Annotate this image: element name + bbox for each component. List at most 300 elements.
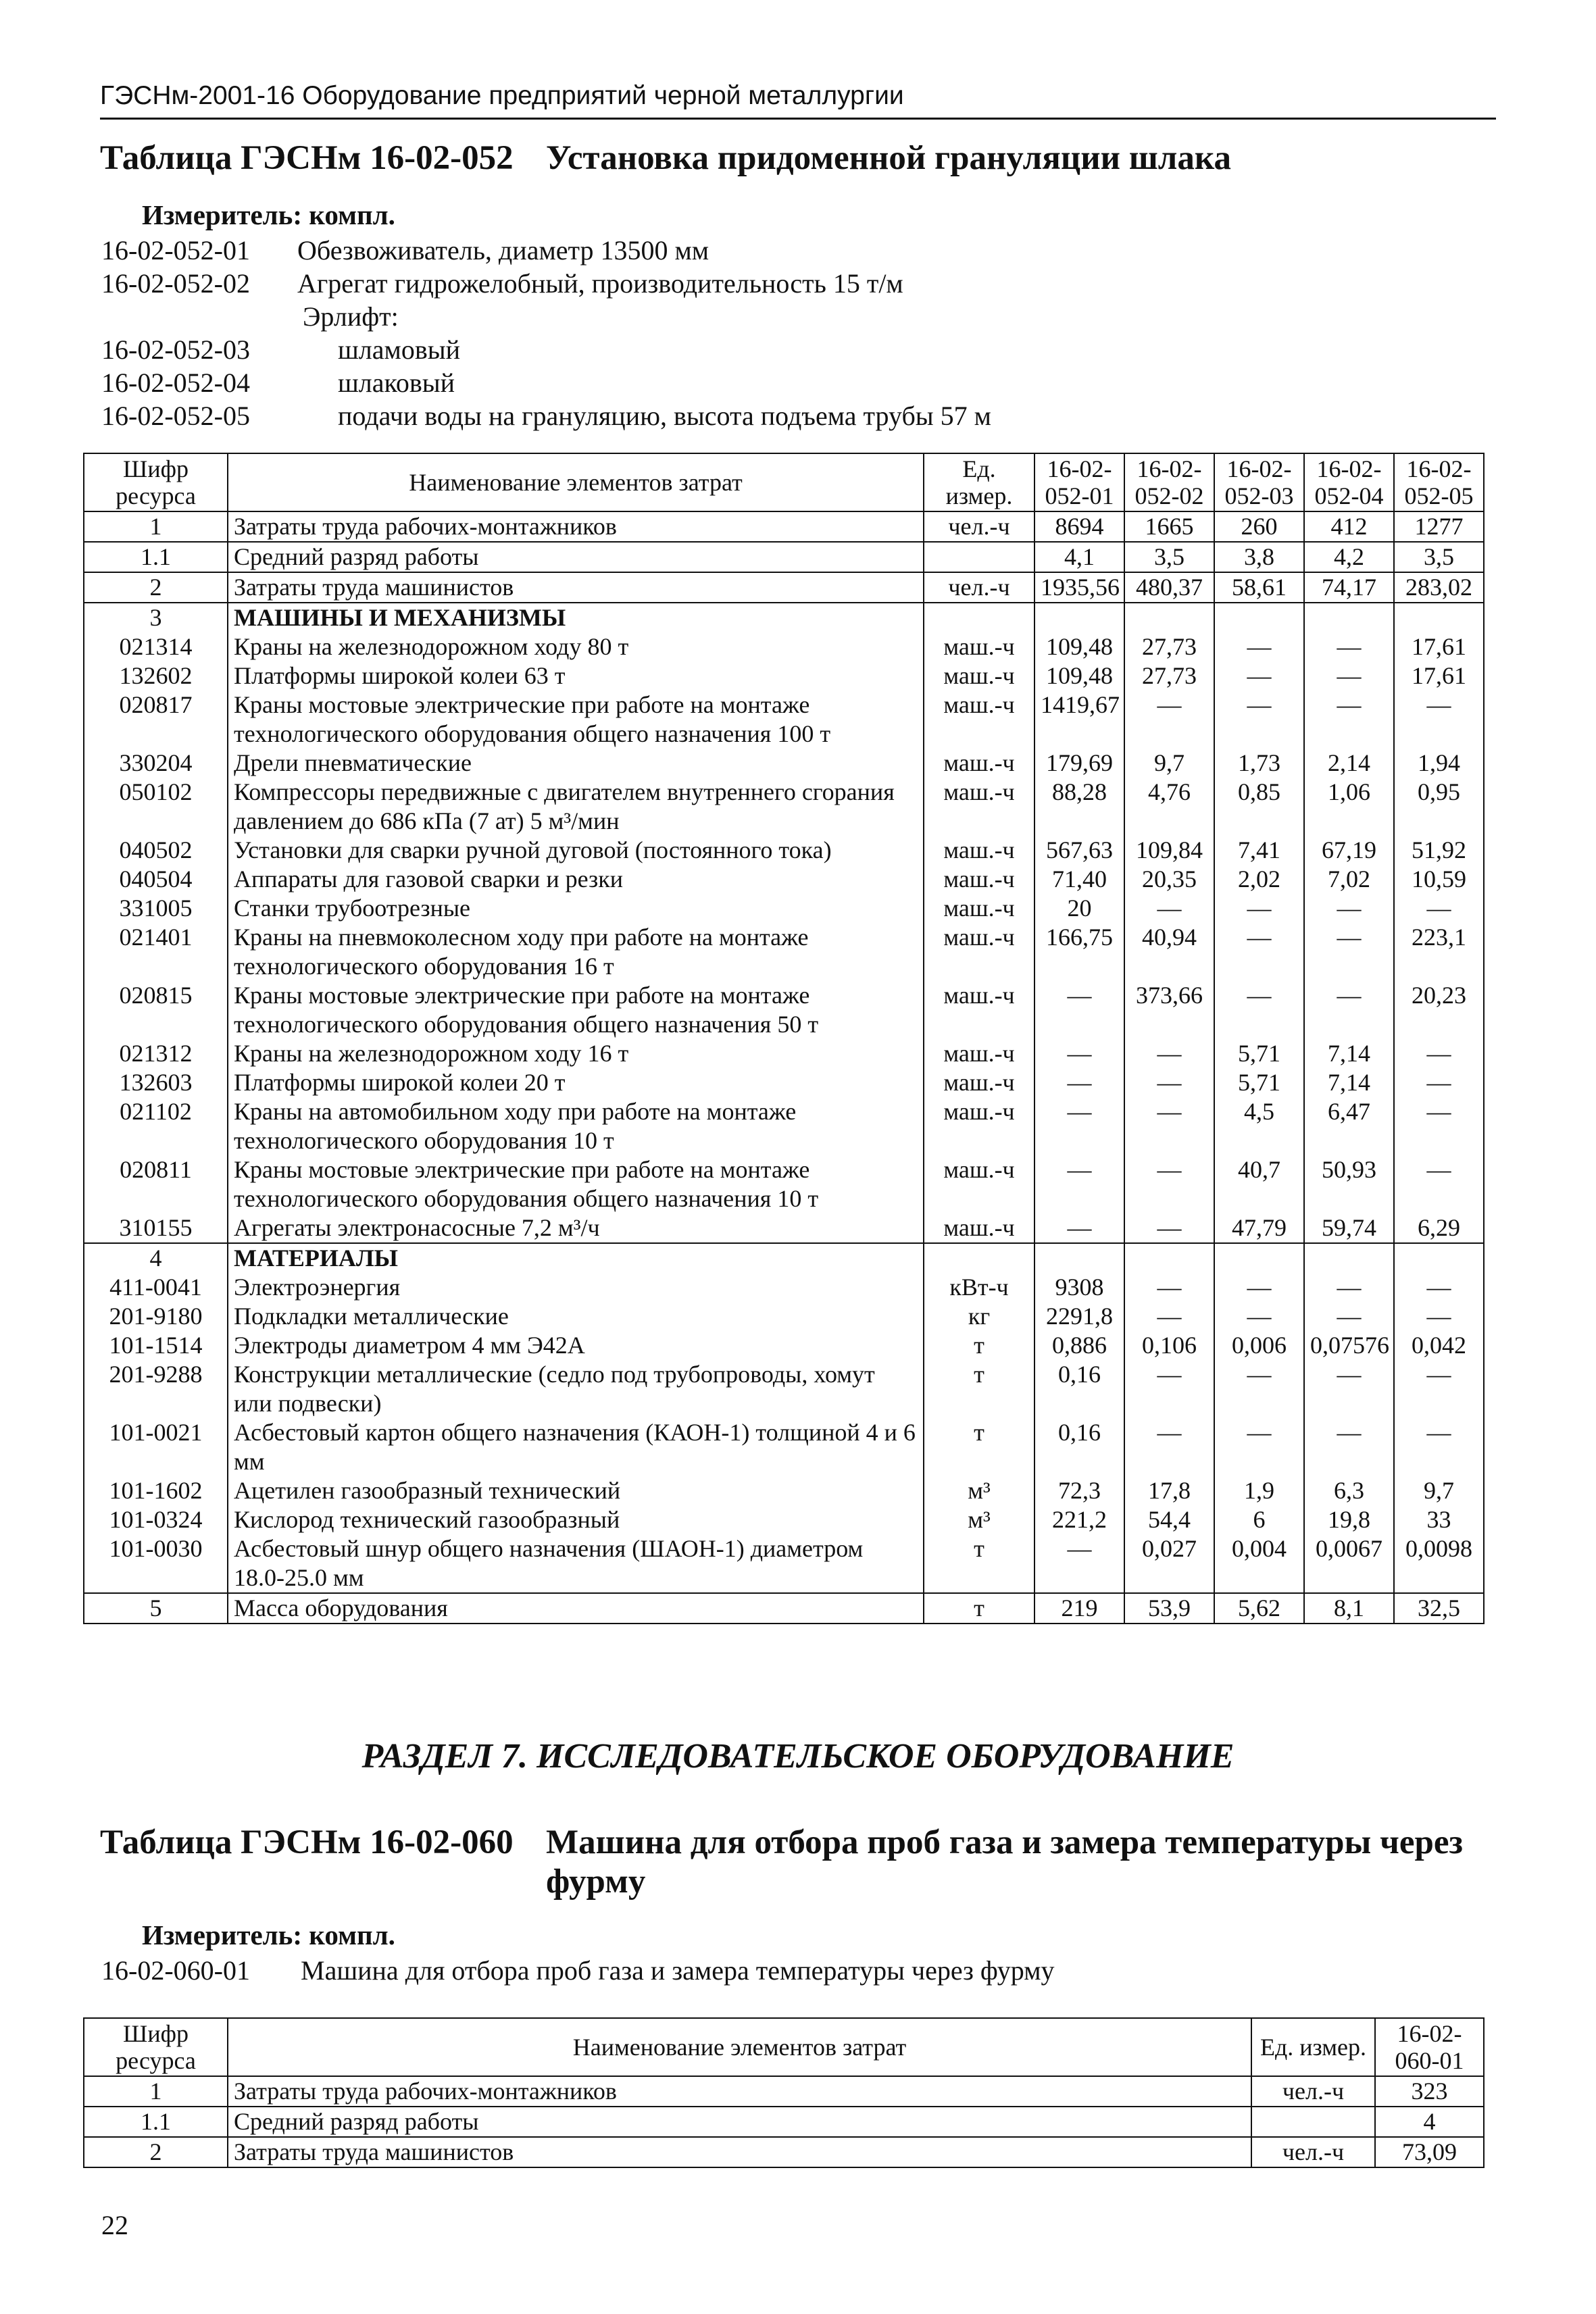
row-unit: маш.-ч	[924, 1039, 1034, 1068]
row-value: 9,7	[1124, 749, 1214, 778]
row-name: Затраты труда рабочих-монтажников	[228, 511, 924, 542]
row-code: 132602	[84, 661, 228, 690]
table-row	[84, 542, 1484, 572]
row-code: 101-0324	[84, 1505, 228, 1534]
row-value: 40,7	[1214, 1155, 1304, 1213]
row-value: 88,28	[1034, 778, 1124, 836]
row-value: 19,8	[1304, 1505, 1394, 1534]
row-value: 71,40	[1034, 865, 1124, 894]
row-value: 6,29	[1394, 1213, 1484, 1243]
row-value: 8,1	[1304, 1593, 1394, 1624]
row-value: —	[1394, 1418, 1484, 1476]
row-value: —	[1394, 1155, 1484, 1213]
header-unit: Ед. измер.	[924, 453, 1034, 511]
row-value: 20,35	[1124, 865, 1214, 894]
row-value: 109,48	[1034, 661, 1124, 690]
row-unit: маш.-ч	[924, 778, 1034, 836]
row-unit: м³	[924, 1505, 1034, 1534]
row-code: 411-0041	[84, 1273, 228, 1302]
item-code: 16-02-052-05	[101, 401, 250, 431]
row-code: 021102	[84, 1097, 228, 1155]
row-code: 5	[84, 1593, 228, 1624]
row-value: 0,16	[1034, 1418, 1124, 1476]
row-value: —	[1124, 894, 1214, 923]
row-value: 17,61	[1394, 632, 1484, 661]
header-col: 16-02-060-01	[1375, 2018, 1484, 2076]
row-value: —	[1214, 894, 1304, 923]
row-unit: маш.-ч	[924, 690, 1034, 749]
row-value: 219	[1034, 1593, 1124, 1624]
row-value: —	[1124, 690, 1214, 749]
row-value: 0,0067	[1304, 1534, 1394, 1593]
row-unit: т	[924, 1534, 1034, 1593]
item-code: 16-02-052-03	[101, 334, 250, 365]
row-code: 021314	[84, 632, 228, 661]
row-name: Станки трубоотрезные	[228, 894, 924, 923]
row-value: 4,2	[1304, 542, 1394, 572]
row-value: 3,5	[1394, 542, 1484, 572]
row-unit: маш.-ч	[924, 1213, 1034, 1243]
row-code: 201-9288	[84, 1360, 228, 1418]
row-value: 4	[1375, 2107, 1484, 2137]
row-code: 021401	[84, 923, 228, 981]
row-code: 4	[84, 1243, 228, 1273]
row-value: 73,09	[1375, 2137, 1484, 2167]
row-name: Ацетилен газообразный технический	[228, 1476, 924, 1505]
row-code: 040504	[84, 865, 228, 894]
row-code: 021312	[84, 1039, 228, 1068]
row-value: 2291,8	[1034, 1302, 1124, 1331]
row-value: 6,47	[1304, 1097, 1394, 1155]
row-value: 0,004	[1214, 1534, 1304, 1593]
row-value: —	[1034, 1534, 1124, 1593]
row-unit: т	[924, 1360, 1034, 1418]
table-row	[84, 1097, 1484, 1155]
row-value: —	[1124, 1213, 1214, 1243]
row-value: 33	[1394, 1505, 1484, 1534]
table1-number: Таблица ГЭСНм 16-02-052	[100, 139, 514, 177]
table-row	[84, 1213, 1484, 1243]
row-value: 412	[1304, 511, 1394, 542]
row-name: Краны на железнодорожном ходу 80 т	[228, 632, 924, 661]
row-value	[1394, 603, 1484, 632]
row-value: —	[1034, 1068, 1124, 1097]
row-value	[1124, 1243, 1214, 1273]
item-code: 16-02-052-01	[101, 235, 250, 266]
row-code: 2	[84, 572, 228, 603]
row-value: 4,5	[1214, 1097, 1304, 1155]
row-value: —	[1124, 1273, 1214, 1302]
row-value: —	[1214, 1418, 1304, 1476]
row-name: Средний разряд работы	[228, 542, 924, 572]
header-col: 16-02-052-01	[1034, 453, 1124, 511]
row-value: 9308	[1034, 1273, 1124, 1302]
table-row	[84, 1534, 1484, 1593]
row-value: 2,14	[1304, 749, 1394, 778]
row-value: 8694	[1034, 511, 1124, 542]
table-row	[84, 1243, 1484, 1273]
row-name: Кислород технический газообразный	[228, 1505, 924, 1534]
row-unit: маш.-ч	[924, 1155, 1034, 1213]
header-col: 16-02-052-05	[1394, 453, 1484, 511]
row-value	[1304, 603, 1394, 632]
table-row	[84, 1360, 1484, 1418]
row-value: 323	[1375, 2076, 1484, 2107]
row-value: 4,1	[1034, 542, 1124, 572]
row-value: 1,06	[1304, 778, 1394, 836]
header-col: 16-02-052-04	[1304, 453, 1394, 511]
row-value: —	[1214, 1302, 1304, 1331]
row-unit: чел.-ч	[924, 511, 1034, 542]
row-unit: т	[924, 1418, 1034, 1476]
row-value: 1935,56	[1034, 572, 1124, 603]
row-value: —	[1304, 632, 1394, 661]
row-code: 101-0021	[84, 1418, 228, 1476]
row-code: 1	[84, 511, 228, 542]
row-name: Затраты труда рабочих-монтажников	[228, 2076, 1251, 2107]
row-value: 0,0098	[1394, 1534, 1484, 1593]
row-name: Дрели пневматические	[228, 749, 924, 778]
row-code: 1.1	[84, 542, 228, 572]
table-row	[84, 661, 1484, 690]
section-heading: РАЗДЕЛ 7. ИССЛЕДОВАТЕЛЬСКОЕ ОБОРУДОВАНИЕ	[361, 1737, 1235, 1776]
table-row	[84, 1593, 1484, 1624]
row-value: —	[1214, 981, 1304, 1039]
row-value	[1304, 1243, 1394, 1273]
header-col: 16-02-052-02	[1124, 453, 1214, 511]
row-unit	[924, 1243, 1034, 1273]
row-unit: чел.-ч	[1251, 2076, 1375, 2107]
row-code: 101-1602	[84, 1476, 228, 1505]
row-value: 58,61	[1214, 572, 1304, 603]
row-value: —	[1124, 1418, 1214, 1476]
row-value: —	[1394, 690, 1484, 749]
row-value: 283,02	[1394, 572, 1484, 603]
row-value: —	[1034, 1213, 1124, 1243]
row-name: Краны на автомобильном ходу при работе на монтаже технологического оборудования 10 т	[228, 1097, 924, 1155]
item-text: шлаковый	[338, 368, 455, 398]
row-name: Аппараты для газовой сварки и резки	[228, 865, 924, 894]
row-code: 101-1514	[84, 1331, 228, 1360]
item-text: Эрлифт:	[303, 301, 399, 332]
row-value: 373,66	[1124, 981, 1214, 1039]
table-row	[84, 603, 1484, 632]
row-name: Установки для сварки ручной дуговой (постоянного тока)	[228, 836, 924, 865]
row-name: МАТЕРИАЛЫ	[228, 1243, 924, 1273]
row-value: —	[1394, 1039, 1484, 1068]
row-unit: маш.-ч	[924, 865, 1034, 894]
row-value	[1394, 1243, 1484, 1273]
row-value: —	[1214, 661, 1304, 690]
header-name: Наименование элементов затрат	[228, 453, 924, 511]
row-value: 109,84	[1124, 836, 1214, 865]
running-header: ГЭСНм-2001-16 Оборудование предприятий черной металлургии	[100, 81, 904, 110]
table-row	[84, 1476, 1484, 1505]
row-name: Затраты труда машинистов	[228, 2137, 1251, 2167]
row-code: 050102	[84, 778, 228, 836]
row-unit: чел.-ч	[1251, 2137, 1375, 2167]
item-code: 16-02-060-01	[101, 1955, 250, 1986]
row-code: 201-9180	[84, 1302, 228, 1331]
row-value: 0,106	[1124, 1331, 1214, 1360]
row-name: Компрессоры передвижные с двигателем внутреннего сгорания давлением до 686 кПа (7 ат) 5 м³/мин	[228, 778, 924, 836]
table-row	[84, 690, 1484, 749]
table-row	[84, 2076, 1484, 2107]
table1-measure: Измеритель: компл.	[142, 199, 395, 230]
row-name: Средний разряд работы	[228, 2107, 1251, 2137]
row-unit: маш.-ч	[924, 661, 1034, 690]
row-value: 0,85	[1214, 778, 1304, 836]
row-value: —	[1394, 894, 1484, 923]
row-unit: т	[924, 1331, 1034, 1360]
row-value: —	[1124, 1360, 1214, 1418]
row-unit: чел.-ч	[924, 572, 1034, 603]
row-value: 9,7	[1394, 1476, 1484, 1505]
row-value: —	[1394, 1273, 1484, 1302]
row-unit	[1251, 2107, 1375, 2137]
row-code: 3	[84, 603, 228, 632]
table-row	[84, 749, 1484, 778]
table-row	[84, 2137, 1484, 2167]
row-value: 17,8	[1124, 1476, 1214, 1505]
row-value: —	[1214, 1273, 1304, 1302]
table2-title: Машина для отбора проб газа и замера температуры через фурму	[546, 1823, 1464, 1901]
item-text: Агрегат гидрожелобный, производительность 15 т/м	[297, 268, 903, 299]
row-value: 74,17	[1304, 572, 1394, 603]
row-value: 5,62	[1214, 1593, 1304, 1624]
row-value: —	[1124, 1039, 1214, 1068]
row-value: —	[1214, 923, 1304, 981]
row-value: 51,92	[1394, 836, 1484, 865]
row-name: Конструкции металлические (седло под трубопроводы, хомут или подвески)	[228, 1360, 924, 1418]
item-text: Обезвоживатель, диаметр 13500 мм	[297, 235, 709, 266]
row-value: 32,5	[1394, 1593, 1484, 1624]
row-code: 310155	[84, 1213, 228, 1243]
row-value: 109,48	[1034, 632, 1124, 661]
row-value: 0,006	[1214, 1331, 1304, 1360]
row-value: 1277	[1394, 511, 1484, 542]
row-value	[1124, 603, 1214, 632]
row-value	[1034, 603, 1124, 632]
row-value: —	[1034, 1097, 1124, 1155]
row-value: —	[1304, 894, 1394, 923]
table-row	[84, 632, 1484, 661]
table-row	[84, 865, 1484, 894]
row-name: Платформы широкой колеи 63 т	[228, 661, 924, 690]
row-name: Агрегаты электронасосные 7,2 м³/ч	[228, 1213, 924, 1243]
row-unit: кВт-ч	[924, 1273, 1034, 1302]
row-value: 7,41	[1214, 836, 1304, 865]
row-unit: т	[924, 1593, 1034, 1624]
table-row	[84, 778, 1484, 836]
row-value: —	[1304, 1273, 1394, 1302]
row-value: 20	[1034, 894, 1124, 923]
row-unit: маш.-ч	[924, 749, 1034, 778]
row-unit: маш.-ч	[924, 1097, 1034, 1155]
row-value: 7,02	[1304, 865, 1394, 894]
row-value: 1,94	[1394, 749, 1484, 778]
row-value: —	[1304, 923, 1394, 981]
row-value: 3,5	[1124, 542, 1214, 572]
row-value: —	[1304, 661, 1394, 690]
table-row	[84, 1068, 1484, 1097]
row-value: 223,1	[1394, 923, 1484, 981]
row-value: 1,9	[1214, 1476, 1304, 1505]
row-unit	[924, 542, 1034, 572]
row-value	[1214, 603, 1304, 632]
item-text: подачи воды на грануляцию, высота подъема трубы 57 м	[338, 401, 991, 431]
row-value: 0,16	[1034, 1360, 1124, 1418]
row-unit: маш.-ч	[924, 981, 1034, 1039]
header-code: Шифр ресурса	[84, 453, 228, 511]
row-value: 0,886	[1034, 1331, 1124, 1360]
table-row	[84, 1039, 1484, 1068]
row-value: 54,4	[1124, 1505, 1214, 1534]
row-code: 331005	[84, 894, 228, 923]
table-row	[84, 981, 1484, 1039]
row-value: 17,61	[1394, 661, 1484, 690]
row-value: 0,027	[1124, 1534, 1214, 1593]
row-value: —	[1304, 1302, 1394, 1331]
row-name: Краны на пневмоколесном ходу при работе на монтаже технологического оборудования 16 т	[228, 923, 924, 981]
row-unit	[924, 603, 1034, 632]
row-value: 0,07576	[1304, 1331, 1394, 1360]
row-code: 020815	[84, 981, 228, 1039]
row-value: 3,8	[1214, 542, 1304, 572]
row-value: 7,14	[1304, 1068, 1394, 1097]
row-value: 47,79	[1214, 1213, 1304, 1243]
row-code: 330204	[84, 749, 228, 778]
row-value: 0,95	[1394, 778, 1484, 836]
row-value: 6,3	[1304, 1476, 1394, 1505]
row-value: 179,69	[1034, 749, 1124, 778]
row-value: —	[1124, 1097, 1214, 1155]
table-row	[84, 1331, 1484, 1360]
row-name: Краны мостовые электрические при работе на монтаже технологического оборудования общего назначения 100 т	[228, 690, 924, 749]
row-name: МАШИНЫ И МЕХАНИЗМЫ	[228, 603, 924, 632]
row-value: 27,73	[1124, 661, 1214, 690]
row-value: —	[1034, 1155, 1124, 1213]
row-value: 20,23	[1394, 981, 1484, 1039]
row-value: 1665	[1124, 511, 1214, 542]
resource-table-1	[83, 453, 1485, 1624]
resource-table-2	[83, 2017, 1485, 2168]
row-name: Подкладки металлические	[228, 1302, 924, 1331]
row-value: 7,14	[1304, 1039, 1394, 1068]
row-code: 2	[84, 2137, 228, 2167]
page-number: 22	[101, 2210, 128, 2240]
row-value: 50,93	[1304, 1155, 1394, 1213]
item-text: шламовый	[338, 334, 460, 365]
table1-title: Установка придоменной грануляции шлака	[546, 139, 1232, 177]
row-code: 020811	[84, 1155, 228, 1213]
row-value: 1,73	[1214, 749, 1304, 778]
row-value: —	[1394, 1068, 1484, 1097]
header-name: Наименование элементов затрат	[228, 2018, 1251, 2076]
row-value: —	[1124, 1155, 1214, 1213]
header-unit: Ед. измер.	[1251, 2018, 1375, 2076]
row-value: 2,02	[1214, 865, 1304, 894]
row-code: 1.1	[84, 2107, 228, 2137]
table-row	[84, 894, 1484, 923]
row-value: —	[1214, 632, 1304, 661]
row-unit: маш.-ч	[924, 894, 1034, 923]
row-value: 72,3	[1034, 1476, 1124, 1505]
row-unit: маш.-ч	[924, 632, 1034, 661]
table-row	[84, 2107, 1484, 2137]
row-unit: маш.-ч	[924, 923, 1034, 981]
table-row	[84, 1155, 1484, 1213]
row-value: 1419,67	[1034, 690, 1124, 749]
item-code: 16-02-052-02	[101, 268, 250, 299]
row-value: 67,19	[1304, 836, 1394, 865]
row-name: Затраты труда машинистов	[228, 572, 924, 603]
row-value: 53,9	[1124, 1593, 1214, 1624]
row-value: 10,59	[1394, 865, 1484, 894]
row-code: 040502	[84, 836, 228, 865]
row-name: Электроды диаметром 4 мм Э42А	[228, 1331, 924, 1360]
row-value: 6	[1214, 1505, 1304, 1534]
row-name: Асбестовый картон общего назначения (КАОН-1) толщиной 4 и 6 мм	[228, 1418, 924, 1476]
row-value: 166,75	[1034, 923, 1124, 981]
row-value: —	[1304, 690, 1394, 749]
row-value: —	[1304, 1418, 1394, 1476]
row-value: 0,042	[1394, 1331, 1484, 1360]
row-value: —	[1034, 1039, 1124, 1068]
header-rule	[100, 118, 1496, 120]
row-value: —	[1214, 690, 1304, 749]
row-name: Электроэнергия	[228, 1273, 924, 1302]
table2-number: Таблица ГЭСНм 16-02-060	[100, 1823, 514, 1861]
row-code: 101-0030	[84, 1534, 228, 1593]
row-name: Асбестовый шнур общего назначения (ШАОН-1) диаметром 18.0-25.0 мм	[228, 1534, 924, 1593]
row-value: —	[1034, 981, 1124, 1039]
row-code: 1	[84, 2076, 228, 2107]
row-code: 132603	[84, 1068, 228, 1097]
table-row	[84, 1273, 1484, 1302]
row-value: 4,76	[1124, 778, 1214, 836]
row-value: —	[1394, 1302, 1484, 1331]
row-value: 5,71	[1214, 1068, 1304, 1097]
row-name: Краны на железнодорожном ходу 16 т	[228, 1039, 924, 1068]
row-code: 020817	[84, 690, 228, 749]
row-value: 480,37	[1124, 572, 1214, 603]
row-value: —	[1124, 1068, 1214, 1097]
table-row	[84, 572, 1484, 603]
row-value	[1214, 1243, 1304, 1273]
table-row	[84, 1418, 1484, 1476]
row-value: 59,74	[1304, 1213, 1394, 1243]
row-name: Краны мостовые электрические при работе на монтаже технологического оборудования общего назначения 50 т	[228, 981, 924, 1039]
table-row	[84, 923, 1484, 981]
row-value: 5,71	[1214, 1039, 1304, 1068]
row-value: —	[1394, 1360, 1484, 1418]
table2-measure: Измеритель: компл.	[142, 1919, 395, 1951]
row-value: 567,63	[1034, 836, 1124, 865]
row-value: —	[1304, 981, 1394, 1039]
row-value: 221,2	[1034, 1505, 1124, 1534]
row-unit: маш.-ч	[924, 836, 1034, 865]
row-value	[1034, 1243, 1124, 1273]
item-code: 16-02-052-04	[101, 368, 250, 398]
row-name: Масса оборудования	[228, 1593, 924, 1624]
row-value: 27,73	[1124, 632, 1214, 661]
table-row	[84, 836, 1484, 865]
row-value: —	[1214, 1360, 1304, 1418]
table-row	[84, 511, 1484, 542]
row-value: 40,94	[1124, 923, 1214, 981]
row-name: Краны мостовые электрические при работе на монтаже технологического оборудования общего назначения 10 т	[228, 1155, 924, 1213]
